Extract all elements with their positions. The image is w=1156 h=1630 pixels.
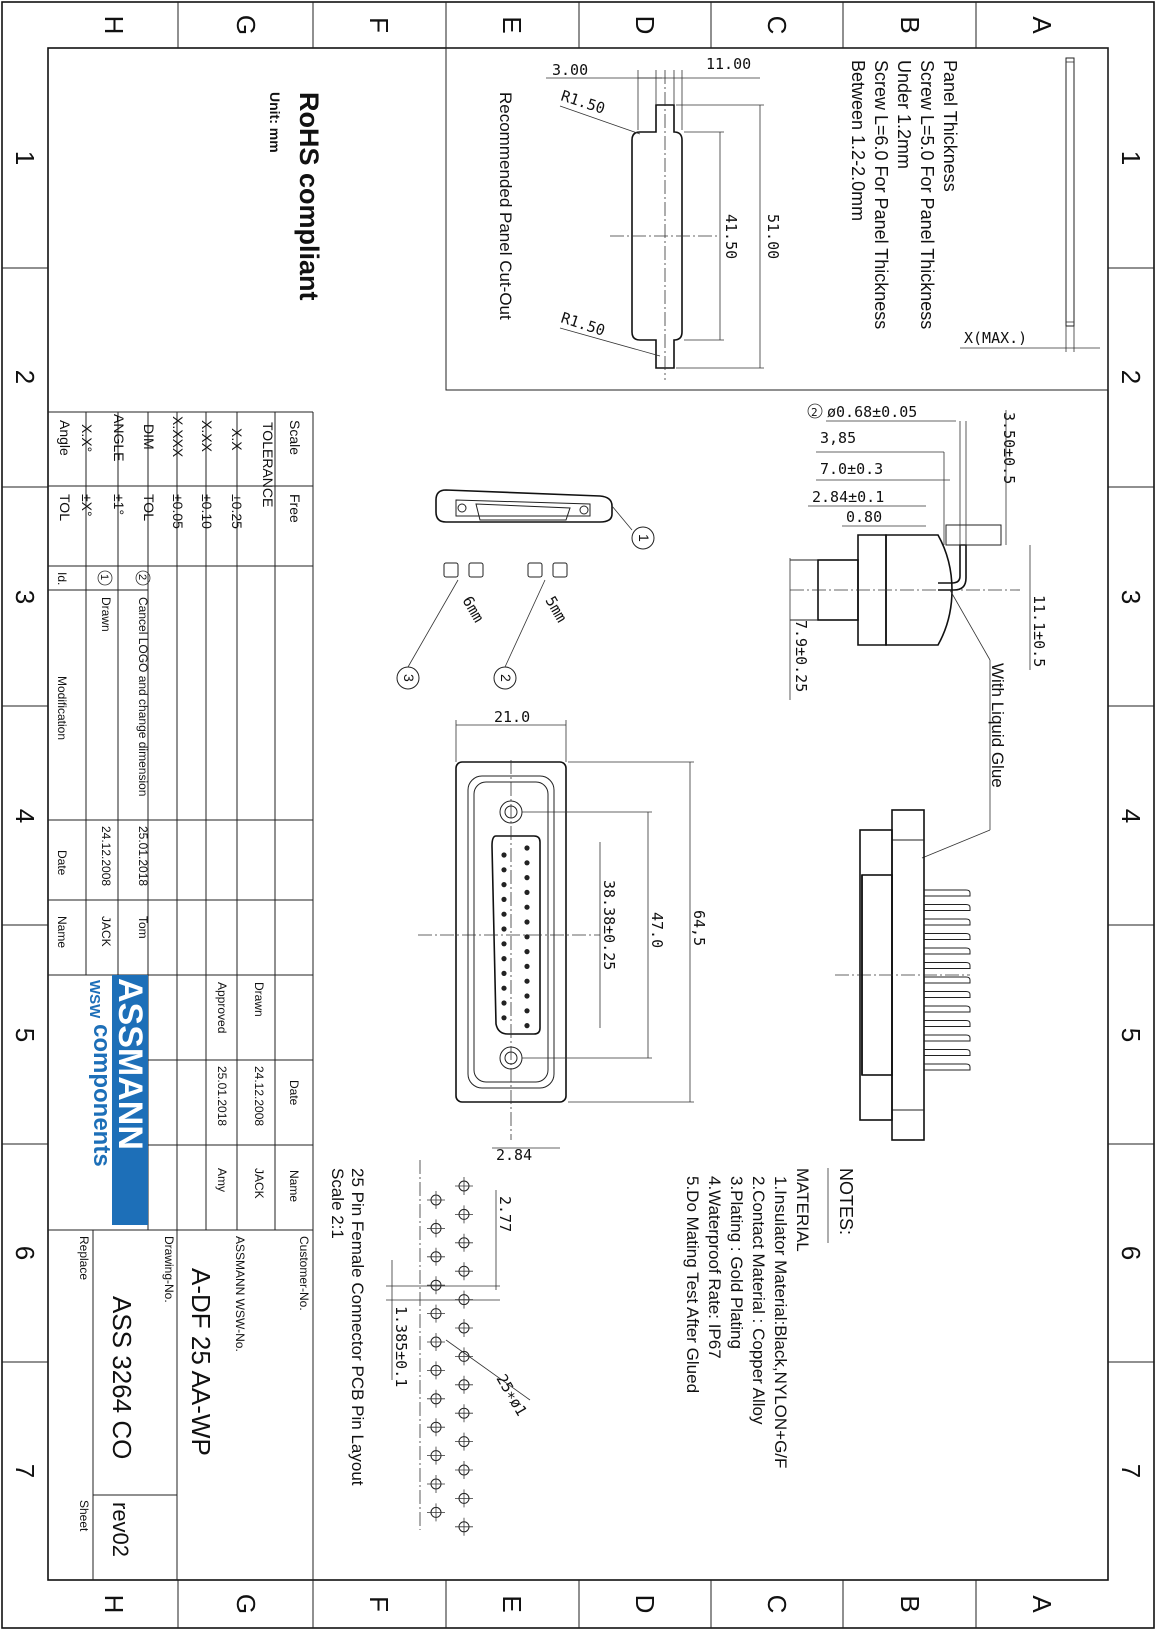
tol-key: ANGLE — [111, 414, 127, 462]
contact-dot — [501, 986, 506, 991]
pcb-hole — [427, 1248, 445, 1266]
pcb-hole — [455, 1376, 473, 1394]
contact-dot — [524, 875, 529, 880]
row-number-right: 1 — [1116, 150, 1146, 166]
drawing-frame — [2, 2, 1154, 1628]
row-number-left: 7 — [10, 1463, 40, 1479]
row-number-right: 7 — [1116, 1463, 1146, 1479]
note-line: MATERIAL — [793, 1168, 812, 1252]
pcb-hole — [427, 1361, 445, 1379]
pcb-hole — [427, 1475, 445, 1493]
balloon-2: 2 — [498, 674, 514, 682]
side-view — [790, 403, 1048, 858]
tol-val: TOL — [141, 494, 157, 521]
balloon-3: 3 — [401, 674, 417, 682]
tol-key: Angle — [57, 420, 73, 456]
rev-header-id: Id. — [55, 572, 69, 586]
dim-64-5: 64,5 — [690, 910, 708, 947]
sheet-label: Sheet — [77, 1500, 91, 1532]
dim-51-00: 51.00 — [764, 214, 782, 260]
side-pin — [924, 890, 970, 896]
side-pin — [924, 963, 970, 969]
dim-0-80: 0.80 — [846, 508, 883, 526]
dim-2-84-front: 2.84 — [496, 1146, 533, 1164]
row-number-left: 3 — [10, 589, 40, 605]
pcb-hole — [427, 1418, 445, 1436]
dim-21-0: 21.0 — [494, 708, 531, 726]
contact-dot — [501, 897, 506, 902]
logo-brand: ASSMANN — [111, 978, 149, 1150]
contact-dot — [501, 867, 506, 872]
side-pin — [924, 905, 970, 911]
row-number-left: 4 — [10, 808, 40, 824]
contact-dot — [501, 852, 506, 857]
col-letter-top: F — [364, 17, 394, 33]
pcb-hole — [455, 1404, 473, 1422]
contact-dot — [501, 912, 506, 917]
revision: rev02 — [108, 1502, 133, 1558]
contact-dot — [501, 971, 506, 976]
dim-1-385: 1.385±0.1 — [392, 1306, 410, 1388]
pcb-hole — [455, 1205, 473, 1223]
pcb-hole — [455, 1262, 473, 1280]
row-number-right: 2 — [1116, 369, 1146, 385]
pcb-hole — [427, 1276, 445, 1294]
balloon-1: 1 — [636, 534, 652, 542]
rev-header-name: Name — [55, 916, 69, 949]
pcb-hole — [427, 1390, 445, 1408]
approval-header-date: Date — [287, 1080, 301, 1106]
rev-id: 2 — [136, 574, 148, 581]
rev-name: Tom — [136, 916, 150, 939]
replace-label: Replace — [77, 1236, 91, 1281]
pcb-hole — [427, 1447, 445, 1465]
contact-dot — [501, 1015, 506, 1020]
dim-11-1: 11.1±0.5 — [1030, 595, 1048, 668]
rev-header-date: Date — [55, 850, 69, 876]
row-number-right: 4 — [1116, 808, 1146, 824]
contact-dot — [501, 1000, 506, 1005]
row-number-left: 1 — [10, 150, 40, 166]
contact-dot — [524, 964, 529, 969]
side-pin — [924, 948, 970, 954]
note-line: 1.Insulator Material:Black,NYLON+G/F — [771, 1176, 790, 1469]
contact-dot — [501, 882, 506, 887]
dim-41-50: 41.50 — [722, 214, 740, 260]
contact-dot — [501, 941, 506, 946]
pcb-hole — [427, 1333, 445, 1351]
contact-dot — [524, 905, 529, 910]
tol-key: DIM — [141, 424, 157, 450]
title-block — [48, 412, 313, 1580]
screw-length-5mm: 5mm — [541, 593, 571, 626]
pcb-hole — [427, 1503, 445, 1521]
tol-key: X.X° — [79, 424, 95, 453]
col-letter-top: D — [630, 15, 660, 35]
panel-note-line: Screw L=5.0 For Panel Thickness — [917, 60, 937, 330]
tol-val: ±0.05 — [170, 494, 186, 529]
rev-date: 25.01.2018 — [136, 826, 150, 887]
pcb-hole — [427, 1219, 445, 1237]
approved-label: Approved — [215, 982, 229, 1034]
pcb-hole — [455, 1177, 473, 1195]
rev-id: 1 — [98, 574, 110, 581]
parts-illustration — [397, 490, 654, 689]
pcb-hole — [455, 1234, 473, 1252]
tolerance-label: TOLERANCE — [260, 422, 276, 508]
tol-val: ±X° — [79, 494, 95, 517]
panel-note-line: Panel Thickness — [940, 60, 960, 192]
note-line: 3.Plating : Gold Plating — [727, 1176, 746, 1349]
pcb-layout-scale: Scale 2:1 — [328, 1168, 347, 1239]
approved-date: 25.01.2018 — [215, 1066, 229, 1127]
dim-3-00: 3.00 — [552, 61, 589, 79]
pcb-hole — [455, 1518, 473, 1536]
pcb-hole — [455, 1461, 473, 1479]
tol-val: TOL — [57, 494, 73, 521]
col-letter-bottom: C — [762, 1594, 792, 1614]
panel-thickness-strip — [1066, 58, 1074, 326]
dim-3-85: 3,85 — [820, 429, 857, 447]
front-view — [418, 708, 708, 1164]
contact-dot — [524, 993, 529, 998]
row-number-left: 5 — [10, 1027, 40, 1043]
side-pin — [924, 992, 970, 998]
note-line: 4.Waterproof Rate: IP67 — [705, 1176, 724, 1359]
pcb-hole — [427, 1191, 445, 1209]
side-pin — [924, 1050, 970, 1056]
dim-38-38: 38.38±0.25 — [600, 880, 618, 971]
pcb-hole — [455, 1489, 473, 1507]
col-letter-bottom: B — [895, 1595, 925, 1613]
row-number-left: 2 — [10, 369, 40, 385]
dim-holes: 25∗ø1 — [492, 1371, 531, 1420]
border-labels — [10, 15, 1146, 1614]
rev-header-modification: Modification — [55, 676, 69, 741]
row-number-right: 5 — [1116, 1027, 1146, 1043]
col-letter-bottom: H — [99, 1594, 129, 1614]
col-letter-bottom: A — [1027, 1595, 1057, 1613]
col-letter-bottom: E — [497, 1595, 527, 1613]
panel-cutout-section — [446, 48, 1108, 390]
rev-name: JACK — [99, 916, 113, 947]
customer-no-label: Customer-No. — [297, 1236, 311, 1311]
col-letter-bottom: F — [364, 1596, 394, 1612]
panel-note-line: Under 1.2mm — [894, 60, 914, 170]
tol-mark-2: 2 — [811, 406, 818, 419]
row-number-right: 3 — [1116, 589, 1146, 605]
contact-dot — [524, 979, 529, 984]
approved-name: Amy — [215, 1168, 229, 1192]
col-letter-top: H — [99, 15, 129, 35]
rev-modification: Cancel LOGO and change dimension — [136, 597, 150, 797]
contact-dot — [501, 956, 506, 961]
assmann-logo — [86, 975, 149, 1225]
row-number-right: 6 — [1116, 1245, 1146, 1261]
tol-val: ±1° — [111, 494, 127, 516]
logo-sub: components — [88, 1024, 115, 1167]
side-pin — [924, 977, 970, 983]
scale-label: Scale — [287, 420, 303, 456]
contact-dot — [524, 860, 529, 865]
contact-dot — [524, 1023, 529, 1028]
panel-note-line: Screw L=6.0 For Panel Thickness — [871, 60, 891, 330]
dim-dia-0-68: ø0.68±0.05 — [827, 403, 918, 421]
side-pin — [924, 919, 970, 925]
note-line: 5.Do Mating Test After Glued — [683, 1176, 702, 1394]
side-pin — [924, 1064, 970, 1070]
dim-3-50: 3.50±0.5 — [1000, 412, 1018, 485]
notes-section — [683, 1168, 856, 1468]
contact-dot — [524, 919, 529, 924]
drawn-label: Drawn — [252, 982, 266, 1017]
contact-dot — [524, 1008, 529, 1013]
wsw-no-label: ASSMANN WSW-No. — [233, 1236, 247, 1352]
col-letter-top: B — [895, 16, 925, 34]
dim-2-77: 2.77 — [496, 1196, 514, 1233]
rev-modification: Drawn — [99, 597, 113, 632]
pcb-hole — [455, 1433, 473, 1451]
drawing-no-label: Drawing-No. — [162, 1236, 176, 1303]
contact-dot — [501, 926, 506, 931]
pcb-layout-title: 25 Pin Female Connector PCB Pin Layout — [348, 1168, 367, 1486]
wsw-no: A-DF 25 AA-WP — [186, 1268, 216, 1456]
drawn-name: JACK — [252, 1168, 266, 1199]
tol-val: ±0.10 — [199, 494, 215, 529]
pcb-hole — [455, 1319, 473, 1337]
approval-header-name: Name — [287, 1170, 301, 1203]
logo-sub-prefix: WSW — [86, 980, 103, 1019]
tol-key: X.XXX — [170, 416, 186, 458]
tol-key: X.XX — [199, 420, 215, 452]
dim-2-84: 2.84±0.1 — [812, 488, 885, 506]
dim-7-0: 7.0±0.3 — [820, 460, 884, 478]
panel-note-line: Between 1.2-2.0mm — [848, 60, 868, 222]
pcb-hole — [455, 1347, 473, 1365]
dim-r1-50-bottom: R1.50 — [558, 308, 608, 340]
contact-dot — [524, 949, 529, 954]
tol-key: X.X — [229, 428, 245, 451]
contact-dot — [524, 845, 529, 850]
col-letter-bottom: G — [231, 1593, 261, 1615]
drawing-no: ASS 3264 CO — [107, 1296, 137, 1460]
dim-11-00: 11.00 — [706, 55, 752, 73]
side-pin — [924, 1021, 970, 1027]
rohs-unit: Unit: mm — [267, 92, 283, 153]
side-view-pins — [835, 810, 970, 1140]
row-number-left: 6 — [10, 1245, 40, 1261]
cutout-outline — [632, 105, 682, 368]
contact-dot — [524, 890, 529, 895]
panel-cutout-title: Recommended Panel Cut-Out — [496, 92, 515, 320]
side-pin — [924, 1035, 970, 1041]
col-letter-top: G — [231, 14, 261, 36]
side-pin — [924, 1006, 970, 1012]
drawn-date: 24.12.2008 — [252, 1066, 266, 1127]
dim-7-9: 7.9±0.25 — [792, 620, 810, 693]
dim-r1-50-top: R1.50 — [558, 86, 608, 118]
dim-x-max: X(MAX.) — [964, 329, 1028, 347]
glue-label: With Liquid Glue — [988, 663, 1007, 788]
col-letter-top: E — [497, 16, 527, 34]
rev-date: 24.12.2008 — [99, 826, 113, 887]
note-line: 2.Contact Material : Copper Alloy — [749, 1176, 768, 1425]
screw-length-6mm: 6mm — [458, 593, 488, 626]
tol-val: ±0.25 — [229, 494, 245, 529]
col-letter-bottom: D — [630, 1594, 660, 1614]
side-pin — [924, 934, 970, 940]
dim-47-0: 47.0 — [648, 912, 666, 949]
rohs-label — [267, 92, 324, 301]
col-letter-top: C — [762, 15, 792, 35]
col-letter-top: A — [1027, 16, 1057, 34]
scale-value: Free — [287, 494, 303, 523]
rohs-title: RoHS compliant — [294, 92, 324, 301]
notes-title: NOTES: — [836, 1168, 856, 1236]
pcb-layout — [328, 1160, 531, 1536]
pcb-hole — [427, 1305, 445, 1323]
